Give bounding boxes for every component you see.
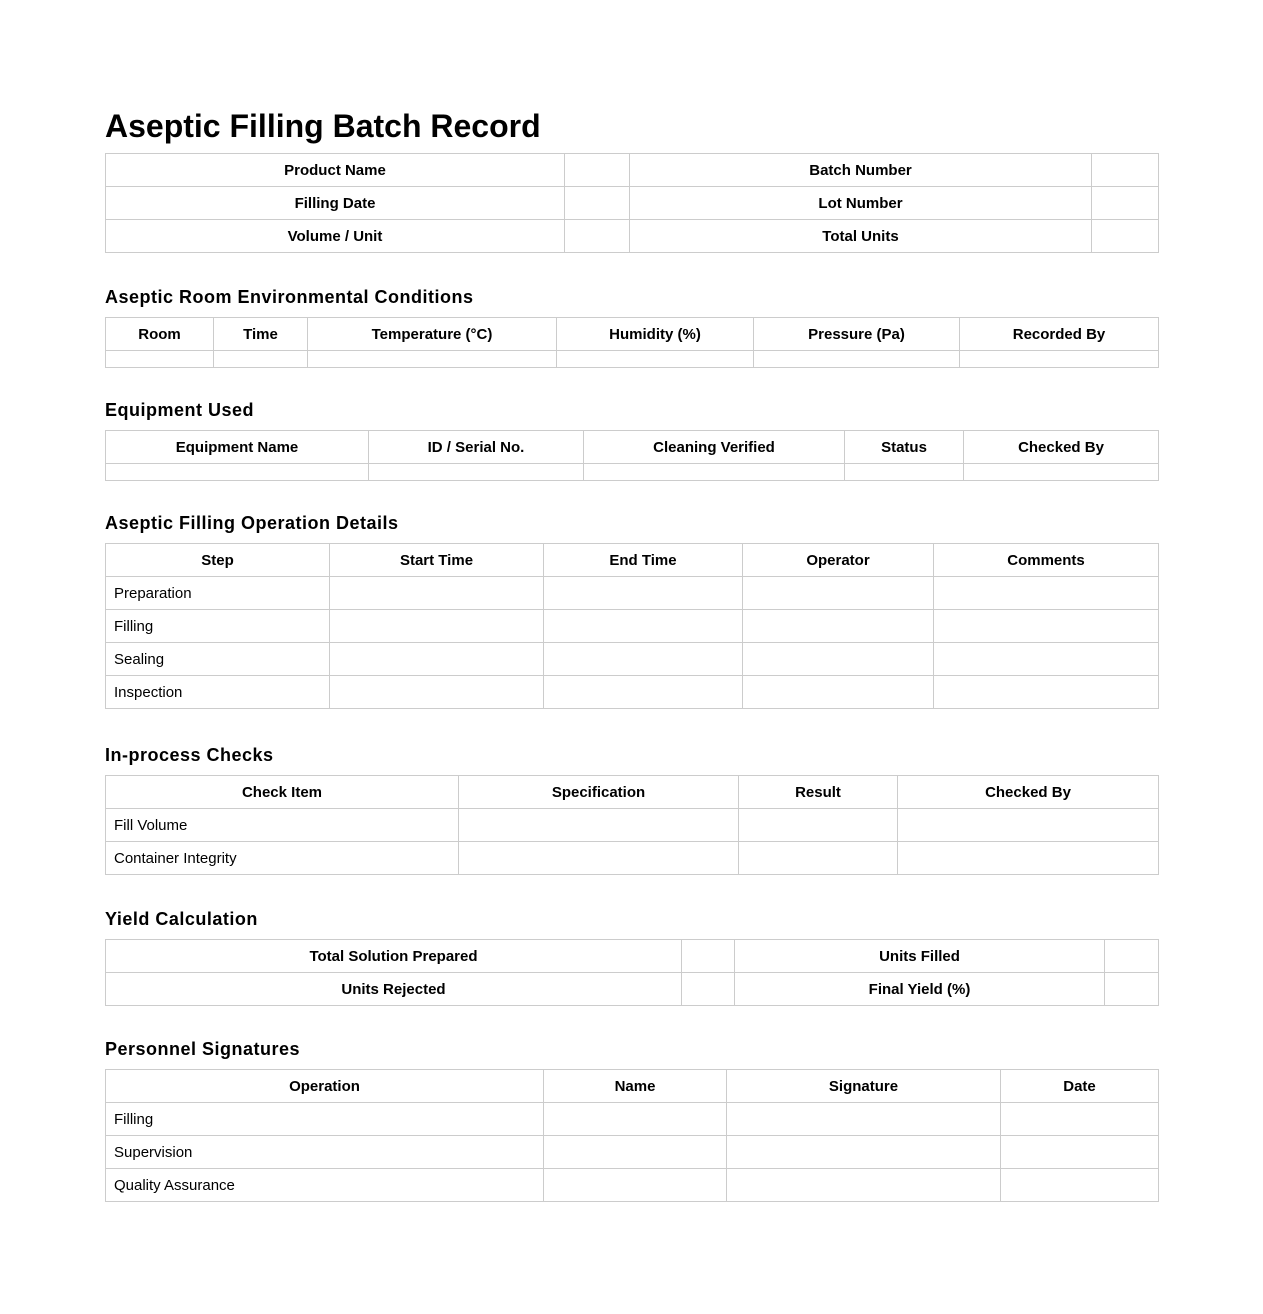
entry-cell[interactable]: [727, 1103, 1001, 1136]
entry-cell[interactable]: [934, 610, 1159, 643]
entry-cell[interactable]: [330, 643, 544, 676]
column-header: Signature: [727, 1070, 1001, 1103]
header-row: [106, 776, 1159, 809]
entry-cell[interactable]: [330, 676, 544, 709]
table-row: [106, 809, 1159, 842]
yield-heading: Yield Calculation: [105, 909, 258, 929]
table-row: [106, 1136, 1159, 1169]
entry-cell[interactable]: [960, 351, 1159, 368]
column-header: Specification: [459, 776, 739, 809]
row-label: Sealing: [106, 643, 330, 676]
entry-cell[interactable]: [845, 464, 964, 481]
entry-cell[interactable]: [934, 676, 1159, 709]
column-header: Comments: [934, 544, 1159, 577]
equipment-heading: Equipment Used: [105, 400, 255, 420]
entry-cell[interactable]: [934, 577, 1159, 610]
column-header: Equipment Name: [106, 431, 369, 464]
table-row: [106, 154, 1159, 187]
entry-cell[interactable]: [544, 577, 743, 610]
yield-table: [105, 939, 1159, 1006]
entry-cell[interactable]: [565, 154, 630, 187]
table-row: [106, 643, 1159, 676]
entry-cell[interactable]: [565, 187, 630, 220]
column-header: Operator: [743, 544, 934, 577]
entry-cell[interactable]: [544, 676, 743, 709]
column-header: Status: [845, 431, 964, 464]
field-label: Total Solution Prepared: [106, 940, 682, 973]
entry-cell[interactable]: [330, 610, 544, 643]
signatures-heading: Personnel Signatures: [105, 1039, 301, 1059]
field-label: Total Units: [630, 220, 1092, 253]
column-header: Temperature (°C): [308, 318, 557, 351]
table-row: [106, 464, 1159, 481]
equipment-table: [105, 430, 1159, 481]
entry-cell[interactable]: [584, 464, 845, 481]
entry-cell[interactable]: [308, 351, 557, 368]
table-row: [106, 577, 1159, 610]
entry-cell[interactable]: [1092, 187, 1159, 220]
column-header: Checked By: [964, 431, 1159, 464]
header-row: [106, 544, 1159, 577]
column-header: Recorded By: [960, 318, 1159, 351]
row-label: Preparation: [106, 577, 330, 610]
row-label: Quality Assurance: [106, 1169, 544, 1202]
table-row: [106, 351, 1159, 368]
row-label: Supervision: [106, 1136, 544, 1169]
entry-cell[interactable]: [565, 220, 630, 253]
table-row: [106, 220, 1159, 253]
checks-heading: In-process Checks: [105, 745, 274, 765]
entry-cell[interactable]: [727, 1136, 1001, 1169]
table-row: [106, 676, 1159, 709]
column-header: Operation: [106, 1070, 544, 1103]
header-row: [106, 431, 1159, 464]
header-row: [106, 318, 1159, 351]
entry-cell[interactable]: [369, 464, 584, 481]
entry-cell[interactable]: [754, 351, 960, 368]
table-row: [106, 940, 1159, 973]
entry-cell[interactable]: [964, 464, 1159, 481]
column-header: Cleaning Verified: [584, 431, 845, 464]
entry-cell[interactable]: [743, 676, 934, 709]
entry-cell[interactable]: [682, 973, 735, 1006]
entry-cell[interactable]: [743, 643, 934, 676]
row-label: Filling: [106, 610, 330, 643]
table-row: [106, 610, 1159, 643]
entry-cell[interactable]: [1001, 1103, 1159, 1136]
entry-cell[interactable]: [898, 809, 1159, 842]
column-header: Humidity (%): [557, 318, 754, 351]
field-label: Filling Date: [106, 187, 565, 220]
field-label: Final Yield (%): [735, 973, 1105, 1006]
table-row: [106, 1103, 1159, 1136]
entry-cell[interactable]: [743, 610, 934, 643]
column-header: Check Item: [106, 776, 459, 809]
entry-cell[interactable]: [1105, 973, 1159, 1006]
header-row: [106, 1070, 1159, 1103]
entry-cell[interactable]: [739, 809, 898, 842]
column-header: End Time: [544, 544, 743, 577]
entry-cell[interactable]: [106, 351, 214, 368]
row-label: Container Integrity: [106, 842, 459, 875]
entry-cell[interactable]: [934, 643, 1159, 676]
field-label: Lot Number: [630, 187, 1092, 220]
table-row: [106, 842, 1159, 875]
entry-cell[interactable]: [330, 577, 544, 610]
entry-cell[interactable]: [1092, 154, 1159, 187]
entry-cell[interactable]: [1001, 1136, 1159, 1169]
field-label: Volume / Unit: [106, 220, 565, 253]
batch_info-table: [105, 153, 1159, 253]
operations-heading: Aseptic Filling Operation Details: [105, 513, 399, 533]
field-label: Units Rejected: [106, 973, 682, 1006]
entry-cell[interactable]: [727, 1169, 1001, 1202]
row-label: Inspection: [106, 676, 330, 709]
entry-cell[interactable]: [459, 842, 739, 875]
entry-cell[interactable]: [544, 1169, 727, 1202]
checks-table: [105, 775, 1159, 875]
entry-cell[interactable]: [898, 842, 1159, 875]
entry-cell[interactable]: [106, 464, 369, 481]
column-header: Step: [106, 544, 330, 577]
column-header: Checked By: [898, 776, 1159, 809]
entry-cell[interactable]: [459, 809, 739, 842]
table-row: [106, 973, 1159, 1006]
field-label: Product Name: [106, 154, 565, 187]
environment-heading: Aseptic Room Environmental Conditions: [105, 287, 474, 307]
column-header: Room: [106, 318, 214, 351]
field-label: Batch Number: [630, 154, 1092, 187]
entry-cell[interactable]: [544, 1136, 727, 1169]
column-header: Date: [1001, 1070, 1159, 1103]
operations-table: [105, 543, 1159, 709]
entry-cell[interactable]: [682, 940, 735, 973]
row-label: Filling: [106, 1103, 544, 1136]
signatures-table: [105, 1069, 1159, 1202]
table-row: [106, 187, 1159, 220]
column-header: Pressure (Pa): [754, 318, 960, 351]
column-header: Time: [214, 318, 308, 351]
entry-cell[interactable]: [743, 577, 934, 610]
column-header: ID / Serial No.: [369, 431, 584, 464]
page-title: Aseptic Filling Batch Record: [105, 108, 541, 144]
entry-cell[interactable]: [557, 351, 754, 368]
entry-cell[interactable]: [1001, 1169, 1159, 1202]
column-header: Result: [739, 776, 898, 809]
column-header: Start Time: [330, 544, 544, 577]
entry-cell[interactable]: [544, 643, 743, 676]
entry-cell[interactable]: [544, 610, 743, 643]
table-row: [106, 1169, 1159, 1202]
environment-table: [105, 317, 1159, 368]
entry-cell[interactable]: [1092, 220, 1159, 253]
row-label: Fill Volume: [106, 809, 459, 842]
entry-cell[interactable]: [739, 842, 898, 875]
column-header: Name: [544, 1070, 727, 1103]
entry-cell[interactable]: [1105, 940, 1159, 973]
entry-cell[interactable]: [544, 1103, 727, 1136]
entry-cell[interactable]: [214, 351, 308, 368]
field-label: Units Filled: [735, 940, 1105, 973]
